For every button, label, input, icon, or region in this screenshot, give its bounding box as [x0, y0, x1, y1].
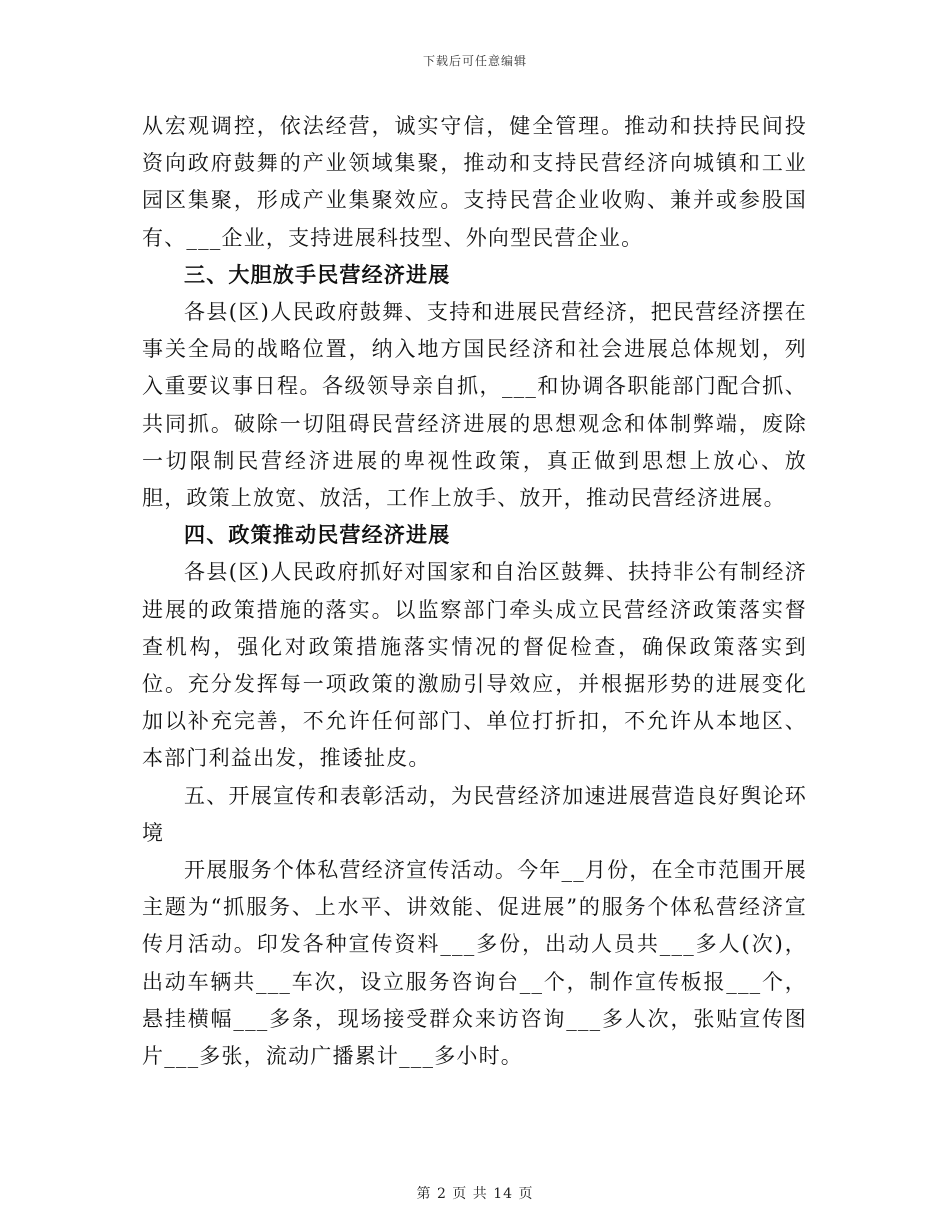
paragraph-section-4: 各县(区)人民政府抓好对国家和自治区鼓舞、扶持非公有制经济进展的政策措施的落实。以监察部门牵头成立民营经济政策落实督查机构，强化对政策措施落实情况的督促检查，确保政策落实到位。充分发挥每一项政策的激励引导效应，并根据形势的进展变化加以补充完善，不允许任何部门、单位打折扣，不允许从本地区、本部门利益出发，推诿扯皮。 — [142, 560, 807, 771]
section-heading-4: 四、政策推动民营经济进展 — [184, 523, 451, 548]
paragraph-continued: 从宏观调控，依法经营，诚实守信，健全管理。推动和扶持民间投资向政府鼓舞的产业领域集聚，推动和支持民营经济向城镇和工业园区集聚，形成产业集聚效应。支持民营企业收购、兼并或参股国有、___企业，支持进展科技型、外向型民营企业。 — [142, 114, 807, 250]
page-number-footer: 第 2 页 共 14 页 — [416, 1186, 534, 1202]
paragraph-section-3: 各县(区)人民政府鼓舞、支持和进展民营经济，把民营经济摆在事关全局的战略位置，纳入地方国民经济和社会进展总体规划，列入重要议事日程。各级领导亲自抓，___和协调各职能部门配合抓、共同抓。破除一切阻碍民营经济进展的思想观念和体制弊端，废除一切限制民营经济进展的卑视性政策，真正做到思想上放心、放胆，政策上放宽、放活，工作上放手、放开，推动民营经济进展。 — [142, 300, 807, 511]
paragraph-section-5: 开展服务个体私营经济宣传活动。今年__月份，在全市范围开展主题为“抓服务、上水平、讲效能、促进展”的服务个体私营经济宣传月活动。印发各种宣传资料___多份，出动人员共___多人(次)，出动车辆共___车次，设立服务咨询台__个，制作宣传板报___个，悬挂横幅___多条，现场接受群众来访咨询___多人次，张贴宣传图片___多张，流动广播累计___多小时。 — [142, 858, 807, 1069]
section-heading-3: 三、大胆放手民营经济进展 — [184, 262, 451, 287]
document-body — [142, 108, 807, 1075]
page-header-note: 下载后可任意编辑 — [422, 54, 527, 68]
section-heading-5: 五、开展宣传和表彰活动，为民营经济加速进展营造良好舆论环境 — [142, 783, 807, 845]
